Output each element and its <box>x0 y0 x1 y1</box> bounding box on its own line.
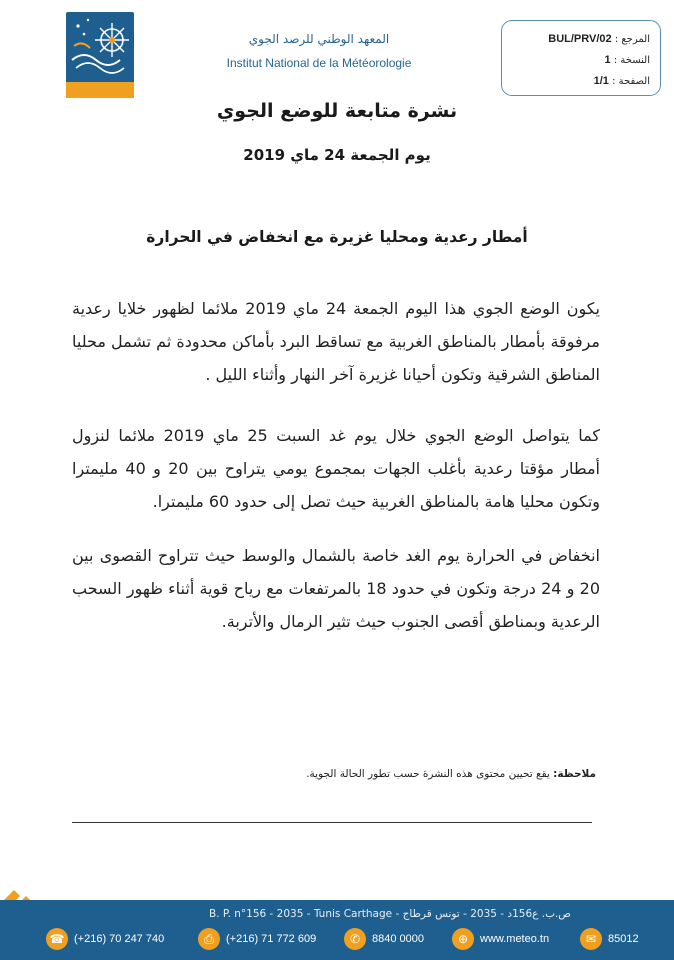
ref-row <box>548 33 650 45</box>
logo-band <box>66 82 134 98</box>
postal-address: ص.ب. ع156د - 2035 - تونس قرطاج - B. P. n°156 - 2035 - Tunis Carthage <box>209 908 571 920</box>
contact-phone[interactable] <box>46 926 164 952</box>
institute-name-arabic: المعهد الوطني للرصد الجوي <box>248 32 390 46</box>
version-value: 1 <box>604 54 611 66</box>
page-label: الصفحة : <box>612 76 650 87</box>
version-row <box>605 54 650 66</box>
website-link[interactable]: www.meteo.tn <box>480 933 550 945</box>
document-reference-box <box>501 20 661 96</box>
phone-number: (+216) 70 247 740 <box>74 933 165 945</box>
fax-icon: ⎙ <box>198 928 220 950</box>
paragraph-tomorrow: كما يتواصل الوضع الجوي خلال يوم غد السبت 25 ماي 2019 ملائما لنزول أمطار مؤقتا رعدية بأغلب الجهات بمجموع يومي يتراوح بين 20 و 40 مليمترا وتكون محليا هامة بالمناطق الغربية حيث تصل إلى حدود 60 مليمترا. <box>72 426 601 511</box>
note-text: يقع تحيين محتوى هذه النشرة حسب تطور الحالة الجوية. <box>306 768 550 780</box>
note-label: ملاحظة: <box>553 768 596 780</box>
phone-icon: ☎ <box>46 928 68 950</box>
sms-number: 85012 <box>608 933 639 945</box>
ref-value: BUL/PRV/02 <box>548 33 612 45</box>
bulletin-headline: أمطار رعدية ومحليا غزيرة مع انخفاض في الحرارة <box>146 228 528 246</box>
bulletin-title: نشرة متابعة للوضع الجوي <box>216 100 458 122</box>
sun-compass-icon <box>66 12 134 82</box>
contact-hotline[interactable] <box>344 926 424 952</box>
institute-logo <box>66 12 134 98</box>
page-value: 1/1 <box>593 75 609 87</box>
sms-icon: ✉ <box>580 928 602 950</box>
contact-website[interactable] <box>452 926 549 952</box>
contact-sms[interactable] <box>580 926 639 952</box>
contact-fax[interactable] <box>198 926 316 952</box>
fax-number: (+216) 71 772 609 <box>226 933 317 945</box>
bulletin-date: يوم الجمعة 24 ماي 2019 <box>243 146 431 164</box>
page-row <box>594 75 650 87</box>
hotline-icon: ✆ <box>344 928 366 950</box>
institute-name-french: Institut National de la Météorologie <box>226 56 412 70</box>
bulletin-note <box>236 768 596 780</box>
paragraph-temperature: انخفاض في الحرارة يوم الغد خاصة بالشمال والوسط حيث تتراوح القصوى بين 20 و 24 درجة وتكون في حدود 18 بالمرتفعات مع رياح قوية أثناء ظهور السحب الرعدية وبمناطق أقصى الجنوب حيث تثير الرمال والأتربة. <box>72 546 600 631</box>
hotline-number: 8840 0000 <box>372 933 424 945</box>
version-label: النسخة : <box>613 55 650 66</box>
globe-icon: ⊕ <box>452 928 474 950</box>
ref-label: المرجع : <box>614 34 650 45</box>
divider <box>72 822 592 823</box>
paragraph-today: يكون الوضع الجوي هذا اليوم الجمعة 24 ماي 2019 ملائما لظهور خلايا رعدية مرفوقة بأمطار بالمناطق الغربية مع تساقط البرد بأماكن محدودة ثم تشمل محليا المناطق الشرقية وتكون أحيانا غزيرة آخر النهار وأثناء الليل . <box>72 299 601 384</box>
